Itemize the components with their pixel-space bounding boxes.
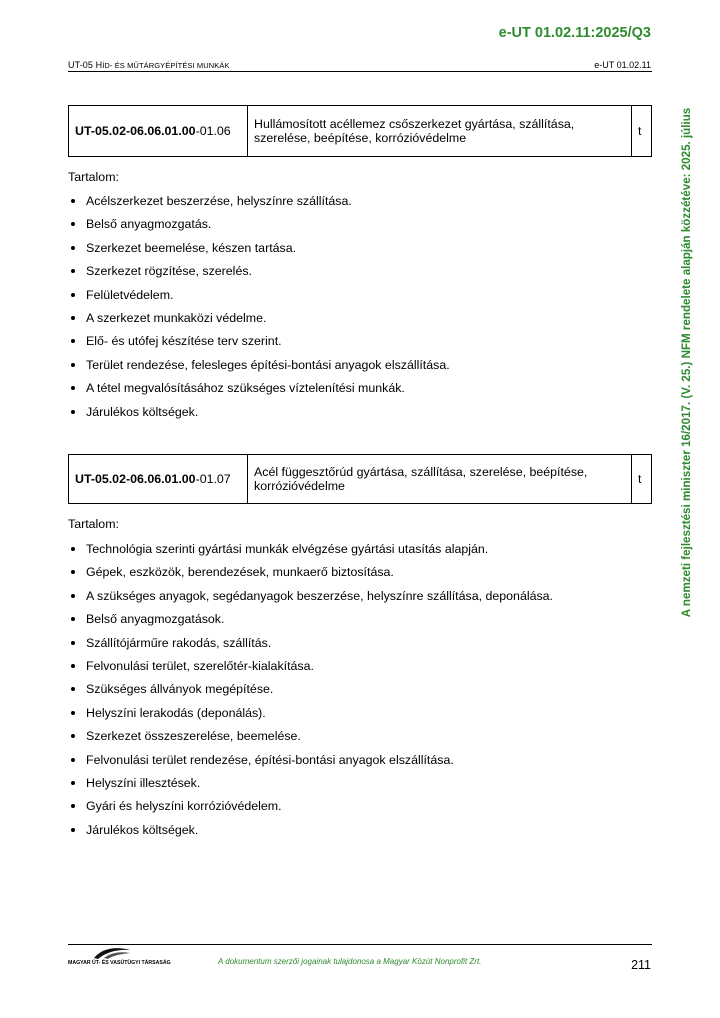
document-code: e-UT 01.02.11:2025/Q3: [498, 25, 651, 41]
content-list-item: Járulékos költségek.: [68, 823, 553, 846]
item-code-bold: UT-05.02-06.06.01.00: [75, 472, 196, 486]
item-table-2: [68, 454, 652, 504]
content-list-item: Szerkezet beemelése, készen tartása.: [68, 241, 450, 264]
content-list-item: A tétel megvalósításához szükséges víztelenítési munkák.: [68, 381, 450, 404]
content-list-item: Helyszíni illesztések.: [68, 776, 553, 799]
copyright-note: A dokumentum szerzői jogainak tulajdonosa a Magyar Közút Nonprofit Zrt.: [218, 957, 482, 966]
content-list-item: Technológia szerinti gyártási munkák elvégzése gyártási utasítás alapján.: [68, 542, 553, 565]
item-code-suffix: -01.06: [195, 124, 231, 138]
content-list-item: A szükséges anyagok, segédanyagok beszerzése, helyszínre szállítása, deponálása.: [68, 589, 553, 612]
side-publication-note-text: A nemzeti fejlesztési miniszter 16/2017. (V. 25.) NFM rendelete alapján közzétéve: 2025. július: [680, 107, 694, 617]
content-list-item: Szükséges állványok megépítése.: [68, 682, 553, 705]
content-list-item: Gyári és helyszíni korrózióvédelem.: [68, 799, 553, 822]
content-label: Tartalom:: [68, 517, 119, 531]
side-publication-note: [677, 96, 697, 628]
footer-divider: [68, 944, 652, 945]
chapter-header-prefix: UT-05 H: [68, 60, 103, 70]
content-list-item: Belső anyagmozgatás.: [68, 217, 450, 240]
item-code-bold: UT-05.02-06.06.01.00: [75, 124, 196, 138]
page-number: 211: [631, 958, 651, 972]
standard-code: e-UT 01.02.11: [594, 60, 651, 70]
content-list-2: [68, 542, 553, 846]
content-list-item: Gépek, eszközök, berendezések, munkaerő biztosítása.: [68, 565, 553, 588]
content-list-item: Szerkezet összeszerelése, beemelése.: [68, 729, 553, 752]
content-list-1: [68, 194, 450, 428]
content-list-item: Felvonulási terület, szerelőtér-kialakítása.: [68, 659, 553, 682]
item-unit: t: [632, 106, 652, 157]
item-code: [69, 455, 248, 504]
item-description: Hullámosított acéllemez csőszerkezet gyártása, szállítása, szerelése, beépítése, korrózióvédelme: [248, 106, 632, 157]
content-list-item: Belső anyagmozgatások.: [68, 612, 553, 635]
item-unit: t: [632, 455, 652, 504]
content-list-item: Szerkezet rögzítése, szerelés.: [68, 264, 450, 287]
content-list-item: Acélszerkezet beszerzése, helyszínre szállítása.: [68, 194, 450, 217]
chapter-header: [68, 60, 230, 70]
content-list-item: Terület rendezése, felesleges építési-bontási anyagok elszállítása.: [68, 358, 450, 381]
content-list-item: Felületvédelem.: [68, 288, 450, 311]
item-table-1: [68, 105, 652, 157]
chapter-header-smallcaps: ÍD- ÉS MŰTÁRGYÉPÍTÉSI MUNKÁK: [102, 61, 230, 70]
item-code-suffix: -01.07: [195, 472, 231, 486]
content-list-item: Járulékos költségek.: [68, 405, 450, 428]
content-label: Tartalom:: [68, 170, 119, 184]
logo-swoosh-icon: [92, 946, 132, 960]
header-divider: [68, 71, 652, 72]
logo-text: MAGYAR ÚT- ÉS VASÚTÜGYI TÁRSASÁG: [68, 960, 171, 966]
item-description: Acél függesztőrúd gyártása, szállítása, szerelése, beépítése, korrózióvédelme: [248, 455, 632, 504]
content-list-item: Felvonulási terület rendezése, építési-bontási anyagok elszállítása.: [68, 753, 553, 776]
content-list-item: Helyszíni lerakodás (deponálás).: [68, 706, 553, 729]
item-code: [69, 106, 248, 157]
content-list-item: Szállítójárműre rakodás, szállítás.: [68, 636, 553, 659]
association-logo: [68, 946, 171, 970]
content-list-item: Elő- és utófej készítése terv szerint.: [68, 334, 450, 357]
content-list-item: A szerkezet munkaközi védelme.: [68, 311, 450, 334]
